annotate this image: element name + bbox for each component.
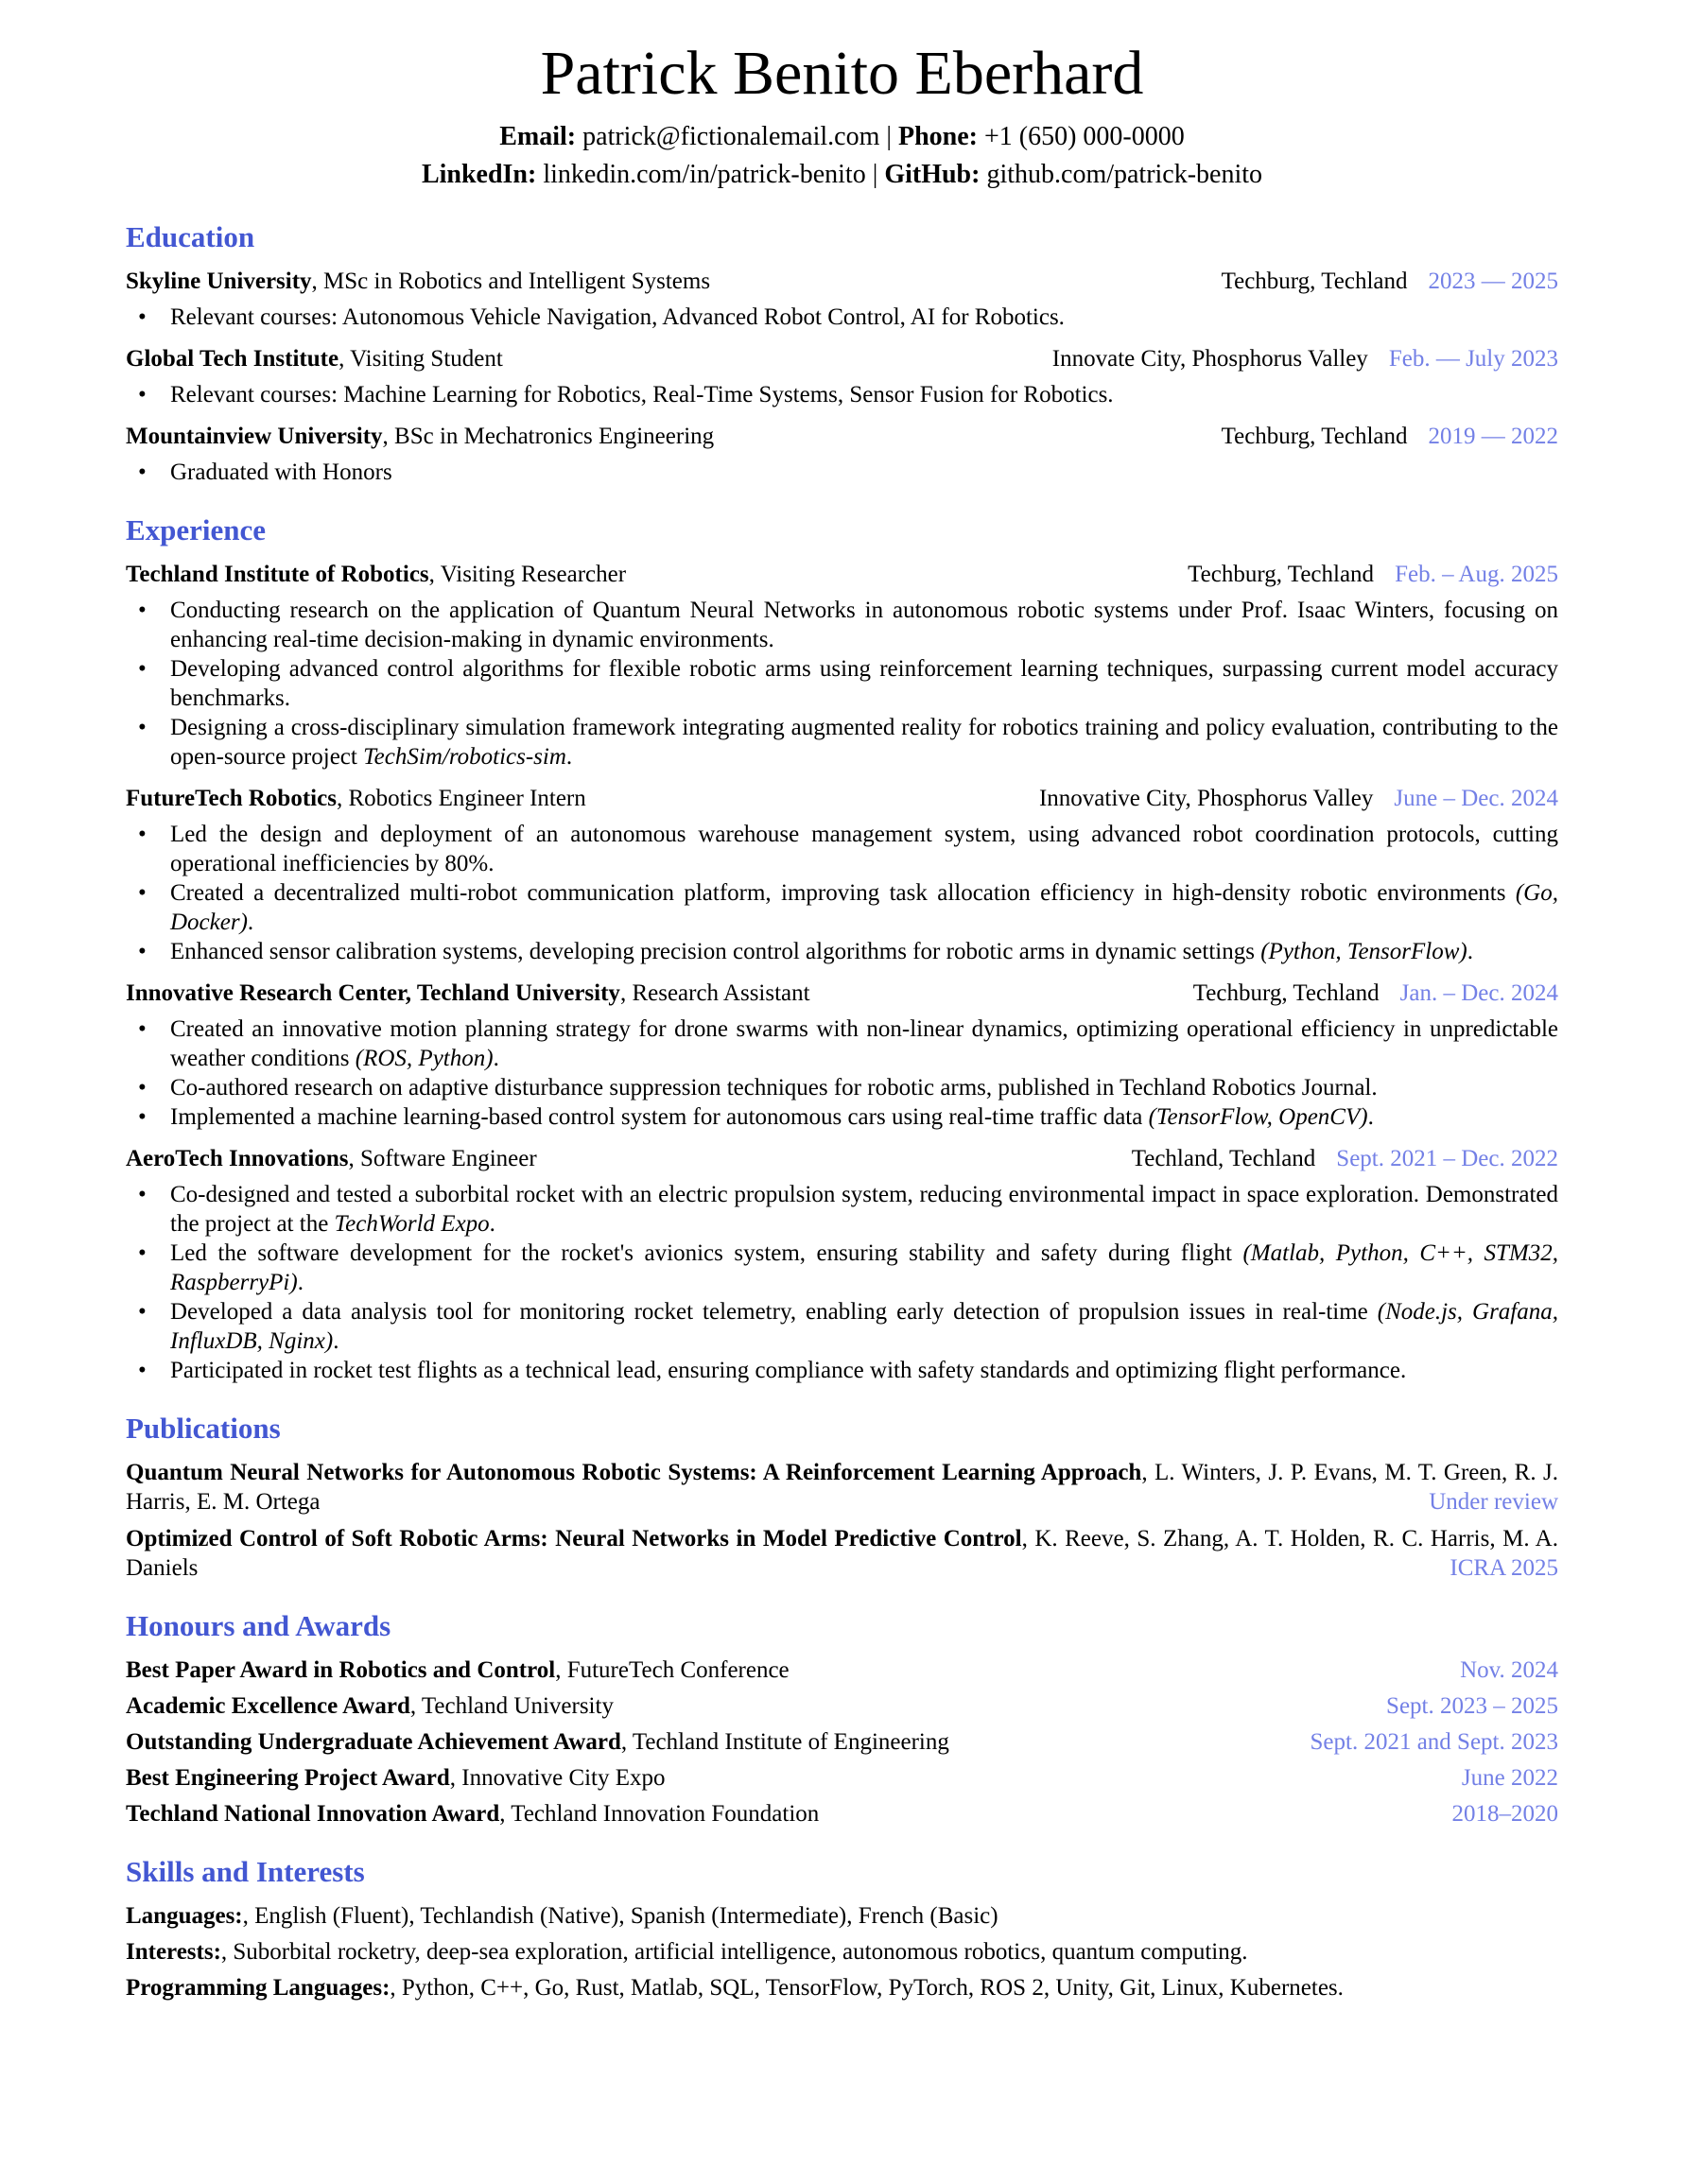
entry-dates: June – Dec. 2024 (1394, 786, 1558, 812)
section-heading-experience: Experience (126, 513, 267, 547)
award-name: Best Paper Award in Robotics and Control (126, 1657, 556, 1684)
entry-dates: Feb. – Aug. 2025 (1395, 562, 1558, 588)
entry (126, 267, 1558, 332)
bullet-item: • Created an innovative motion planning strategy for drone swarms with non-linear dynamics, optimizing operational efficiency in unpredictable weather conditions (ROS, Python). (126, 1014, 1558, 1073)
entry-dates: Sept. 2021 – Dec. 2022 (1336, 1146, 1558, 1172)
entry (126, 344, 1558, 409)
skill-item (126, 1901, 1558, 1931)
award-title (126, 1799, 819, 1829)
entry-dates: Jan. – Dec. 2024 (1399, 980, 1558, 1007)
publication-item (126, 1458, 1558, 1517)
entry-meta (1193, 979, 1558, 1008)
entry-header (126, 560, 1558, 589)
award-item (126, 1763, 1558, 1793)
entry-meta (1222, 267, 1558, 296)
resume-header (126, 40, 1558, 194)
entry-role: , Visiting Researcher (428, 562, 627, 588)
section-heading-skills: Skills and Interests (126, 1855, 365, 1889)
entry-dates: 2023 — 2025 (1428, 269, 1558, 295)
publication-authors: , K. Reeve, S. Zhang, A. T. Holden, R. C. Harris, M. A. Daniels (126, 1526, 1558, 1582)
section-awards (126, 1609, 1558, 1829)
entry-meta (1188, 560, 1558, 589)
award-org: , Techland University (409, 1693, 614, 1720)
entry (126, 979, 1558, 1132)
entry-org: FutureTech Robotics (126, 786, 337, 812)
entry-role: , MSc in Robotics and Intelligent Systems (311, 269, 711, 295)
bullet-list (126, 820, 1558, 966)
award-title (126, 1727, 949, 1757)
bullet-list (126, 458, 1558, 487)
skill-label: Languages: (126, 1903, 243, 1930)
entry-title (126, 422, 714, 451)
entry-org: Techland Institute of Robotics (126, 562, 429, 588)
skill-label: Programming Languages: (126, 1975, 391, 2002)
entry-header (126, 1144, 1558, 1173)
award-date: 2018–2020 (1451, 1801, 1558, 1828)
entry-header (126, 344, 1558, 373)
bullet-item: • Developing advanced control algorithms for flexible robotic arms using reinforcement learning techniques, surpassing current model accuracy benchmarks. (126, 654, 1558, 713)
entry-dates: Feb. — July 2023 (1388, 346, 1558, 373)
entry-meta (1222, 422, 1558, 451)
entry (126, 784, 1558, 966)
bullet-list (126, 303, 1558, 332)
name-title: Patrick Benito Eberhard (540, 39, 1144, 108)
publication-item (126, 1524, 1558, 1583)
award-date: June 2022 (1461, 1765, 1558, 1792)
bullet-item: • Developed a data analysis tool for monitoring rocket telemetry, enabling early detection of propulsion issues in real-time (Node.js, Grafana, InfluxDB, Nginx). (126, 1297, 1558, 1356)
section-publications (126, 1412, 1558, 1583)
award-date: Sept. 2023 – 2025 (1386, 1693, 1558, 1720)
entry-role: , Software Engineer (348, 1146, 537, 1172)
award-org: , Techland Innovation Foundation (499, 1801, 820, 1828)
entry-role: , Visiting Student (339, 346, 503, 373)
section-heading-awards: Honours and Awards (126, 1609, 391, 1643)
entry-org: Innovative Research Center, Techland University (126, 980, 620, 1007)
entry-meta (1039, 784, 1558, 813)
bullet-list (126, 1180, 1558, 1385)
bullet-item: • Graduated with Honors (126, 458, 1558, 487)
entry-title (126, 979, 810, 1008)
award-title (126, 1691, 614, 1721)
award-name: Best Engineering Project Award (126, 1765, 450, 1792)
entry-title (126, 344, 503, 373)
bullet-item: • Relevant courses: Machine Learning for Robotics, Real-Time Systems, Sensor Fusion for Robotics. (126, 380, 1558, 409)
bullet-list (126, 1014, 1558, 1132)
bullet-item: • Enhanced sensor calibration systems, developing precision control algorithms for robotic arms in dynamic settings (Python, TensorFlow). (126, 937, 1558, 966)
entry-location: Techburg, Techland (1221, 424, 1408, 450)
bullet-list (126, 596, 1558, 771)
entry-location: Innovate City, Phosphorus Valley (1051, 346, 1368, 373)
bullet-item: • Conducting research on the application of Quantum Neural Networks in autonomous robotic systems under Prof. Isaac Winters, focusing on enhancing real-time decision-making in dynamic environments. (126, 596, 1558, 654)
entry-header (126, 422, 1558, 451)
entry-title (126, 1144, 537, 1173)
section-experience (126, 513, 1558, 1385)
entry-location: Techland, Techland (1131, 1146, 1316, 1172)
bullet-item: • Co-authored research on adaptive disturbance suppression techniques for robotic arms, published in Techland Robotics Journal. (126, 1073, 1558, 1102)
skill-text: , English (Fluent), Techlandish (Native), Spanish (Intermediate), French (Basic) (242, 1903, 998, 1930)
skill-text: , Suborbital rocketry, deep-sea exploration, artificial intelligence, autonomous robotics, quantum computing. (220, 1939, 1248, 1966)
contact-line-email-phone: Email: patrick@fictionalemail.com | Phone: +1 (650) 000-0000 (499, 122, 1185, 152)
bullet-item: • Led the software development for the rocket's avionics system, ensuring stability and safety during flight (Matlab, Python, C++, STM32, RaspberryPi). (126, 1239, 1558, 1297)
publication-status: ICRA 2025 (1450, 1555, 1558, 1582)
bullet-item: • Implemented a machine learning-based control system for autonomous cars using real-time traffic data (TensorFlow, OpenCV). (126, 1102, 1558, 1132)
skill-text: , Python, C++, Go, Rust, Matlab, SQL, TensorFlow, PyTorch, ROS 2, Unity, Git, Linux, Kubernetes. (390, 1975, 1344, 2002)
entry-title (126, 784, 586, 813)
award-org: , FutureTech Conference (555, 1657, 790, 1684)
entry-meta (1132, 1144, 1558, 1173)
section-education (126, 220, 1558, 487)
skill-label: Interests: (126, 1939, 221, 1966)
entry-location: Innovative City, Phosphorus Valley (1038, 786, 1374, 812)
skill-item (126, 1937, 1558, 1967)
entry-title (126, 267, 710, 296)
award-date: Sept. 2021 and Sept. 2023 (1310, 1729, 1558, 1756)
publication-title: Quantum Neural Networks for Autonomous Robotic Systems: A Reinforcement Learning Approach (126, 1460, 1142, 1486)
bullet-item: • Co-designed and tested a suborbital rocket with an electric propulsion system, reducing environmental impact in space exploration. Demonstrated the project at the TechWorld Expo. (126, 1180, 1558, 1239)
entry-meta (1052, 344, 1558, 373)
award-list (126, 1655, 1558, 1829)
award-item (126, 1655, 1558, 1685)
award-item (126, 1727, 1558, 1757)
bullet-item: • Relevant courses: Autonomous Vehicle Navigation, Advanced Robot Control, AI for Robotics. (126, 303, 1558, 332)
award-name: Academic Excellence Award (126, 1693, 410, 1720)
bullet-item: • Created a decentralized multi-robot communication platform, improving task allocation efficiency in high-density robotic environments (Go, Docker). (126, 878, 1558, 937)
entry-dates: 2019 — 2022 (1428, 424, 1558, 450)
entry-org: Global Tech Institute (126, 346, 339, 373)
section-skills (126, 1855, 1558, 2002)
bullet-item: • Designing a cross-disciplinary simulation framework integrating augmented reality for robotics training and policy evaluation, contributing to the open-source project TechSim/robotics-sim. (126, 713, 1558, 771)
entry-title (126, 560, 626, 589)
entry-role: , BSc in Mechatronics Engineering (382, 424, 715, 450)
skill-item (126, 1973, 1558, 2002)
award-name: Techland National Innovation Award (126, 1801, 500, 1828)
bullet-list (126, 380, 1558, 409)
entry (126, 422, 1558, 487)
contact-line-linkedin-github: LinkedIn: linkedin.com/in/patrick-benito | GitHub: github.com/patrick-benito (421, 160, 1263, 190)
entry-header (126, 979, 1558, 1008)
publication-status: Under review (1429, 1489, 1558, 1516)
bullet-item: • Participated in rocket test flights as a technical lead, ensuring compliance with safety standards and optimizing flight performance. (126, 1356, 1558, 1385)
experience-entries (126, 560, 1558, 1385)
entry-org: Skyline University (126, 269, 312, 295)
entry-org: Mountainview University (126, 424, 383, 450)
award-name: Outstanding Undergraduate Achievement Award (126, 1729, 621, 1756)
award-title (126, 1655, 790, 1685)
entry-location: Techburg, Techland (1188, 562, 1375, 588)
award-org: , Techland Institute of Engineering (620, 1729, 949, 1756)
award-item (126, 1691, 1558, 1721)
entry (126, 1144, 1558, 1385)
entry-location: Techburg, Techland (1221, 269, 1408, 295)
award-date: Nov. 2024 (1460, 1657, 1558, 1684)
entry-header (126, 784, 1558, 813)
education-entries (126, 267, 1558, 487)
publication-authors: , L. Winters, J. P. Evans, M. T. Green, R. J. Harris, E. M. Ortega (126, 1460, 1558, 1516)
entry (126, 560, 1558, 771)
entry-header (126, 267, 1558, 296)
award-item (126, 1799, 1558, 1829)
entry-role: , Robotics Engineer Intern (336, 786, 586, 812)
section-heading-education: Education (126, 220, 255, 254)
publication-title: Optimized Control of Soft Robotic Arms: Neural Networks in Model Predictive Control (126, 1526, 1022, 1552)
section-heading-publications: Publications (126, 1412, 281, 1446)
skill-list (126, 1901, 1558, 2002)
bullet-item: • Led the design and deployment of an autonomous warehouse management system, using advanced robot coordination protocols, cutting operational inefficiencies by 80%. (126, 820, 1558, 878)
entry-org: AeroTech Innovations (126, 1146, 349, 1172)
award-org: , Innovative City Expo (449, 1765, 666, 1792)
publication-list (126, 1458, 1558, 1583)
entry-location: Techburg, Techland (1192, 980, 1380, 1007)
entry-role: , Research Assistant (619, 980, 810, 1007)
award-title (126, 1763, 666, 1793)
